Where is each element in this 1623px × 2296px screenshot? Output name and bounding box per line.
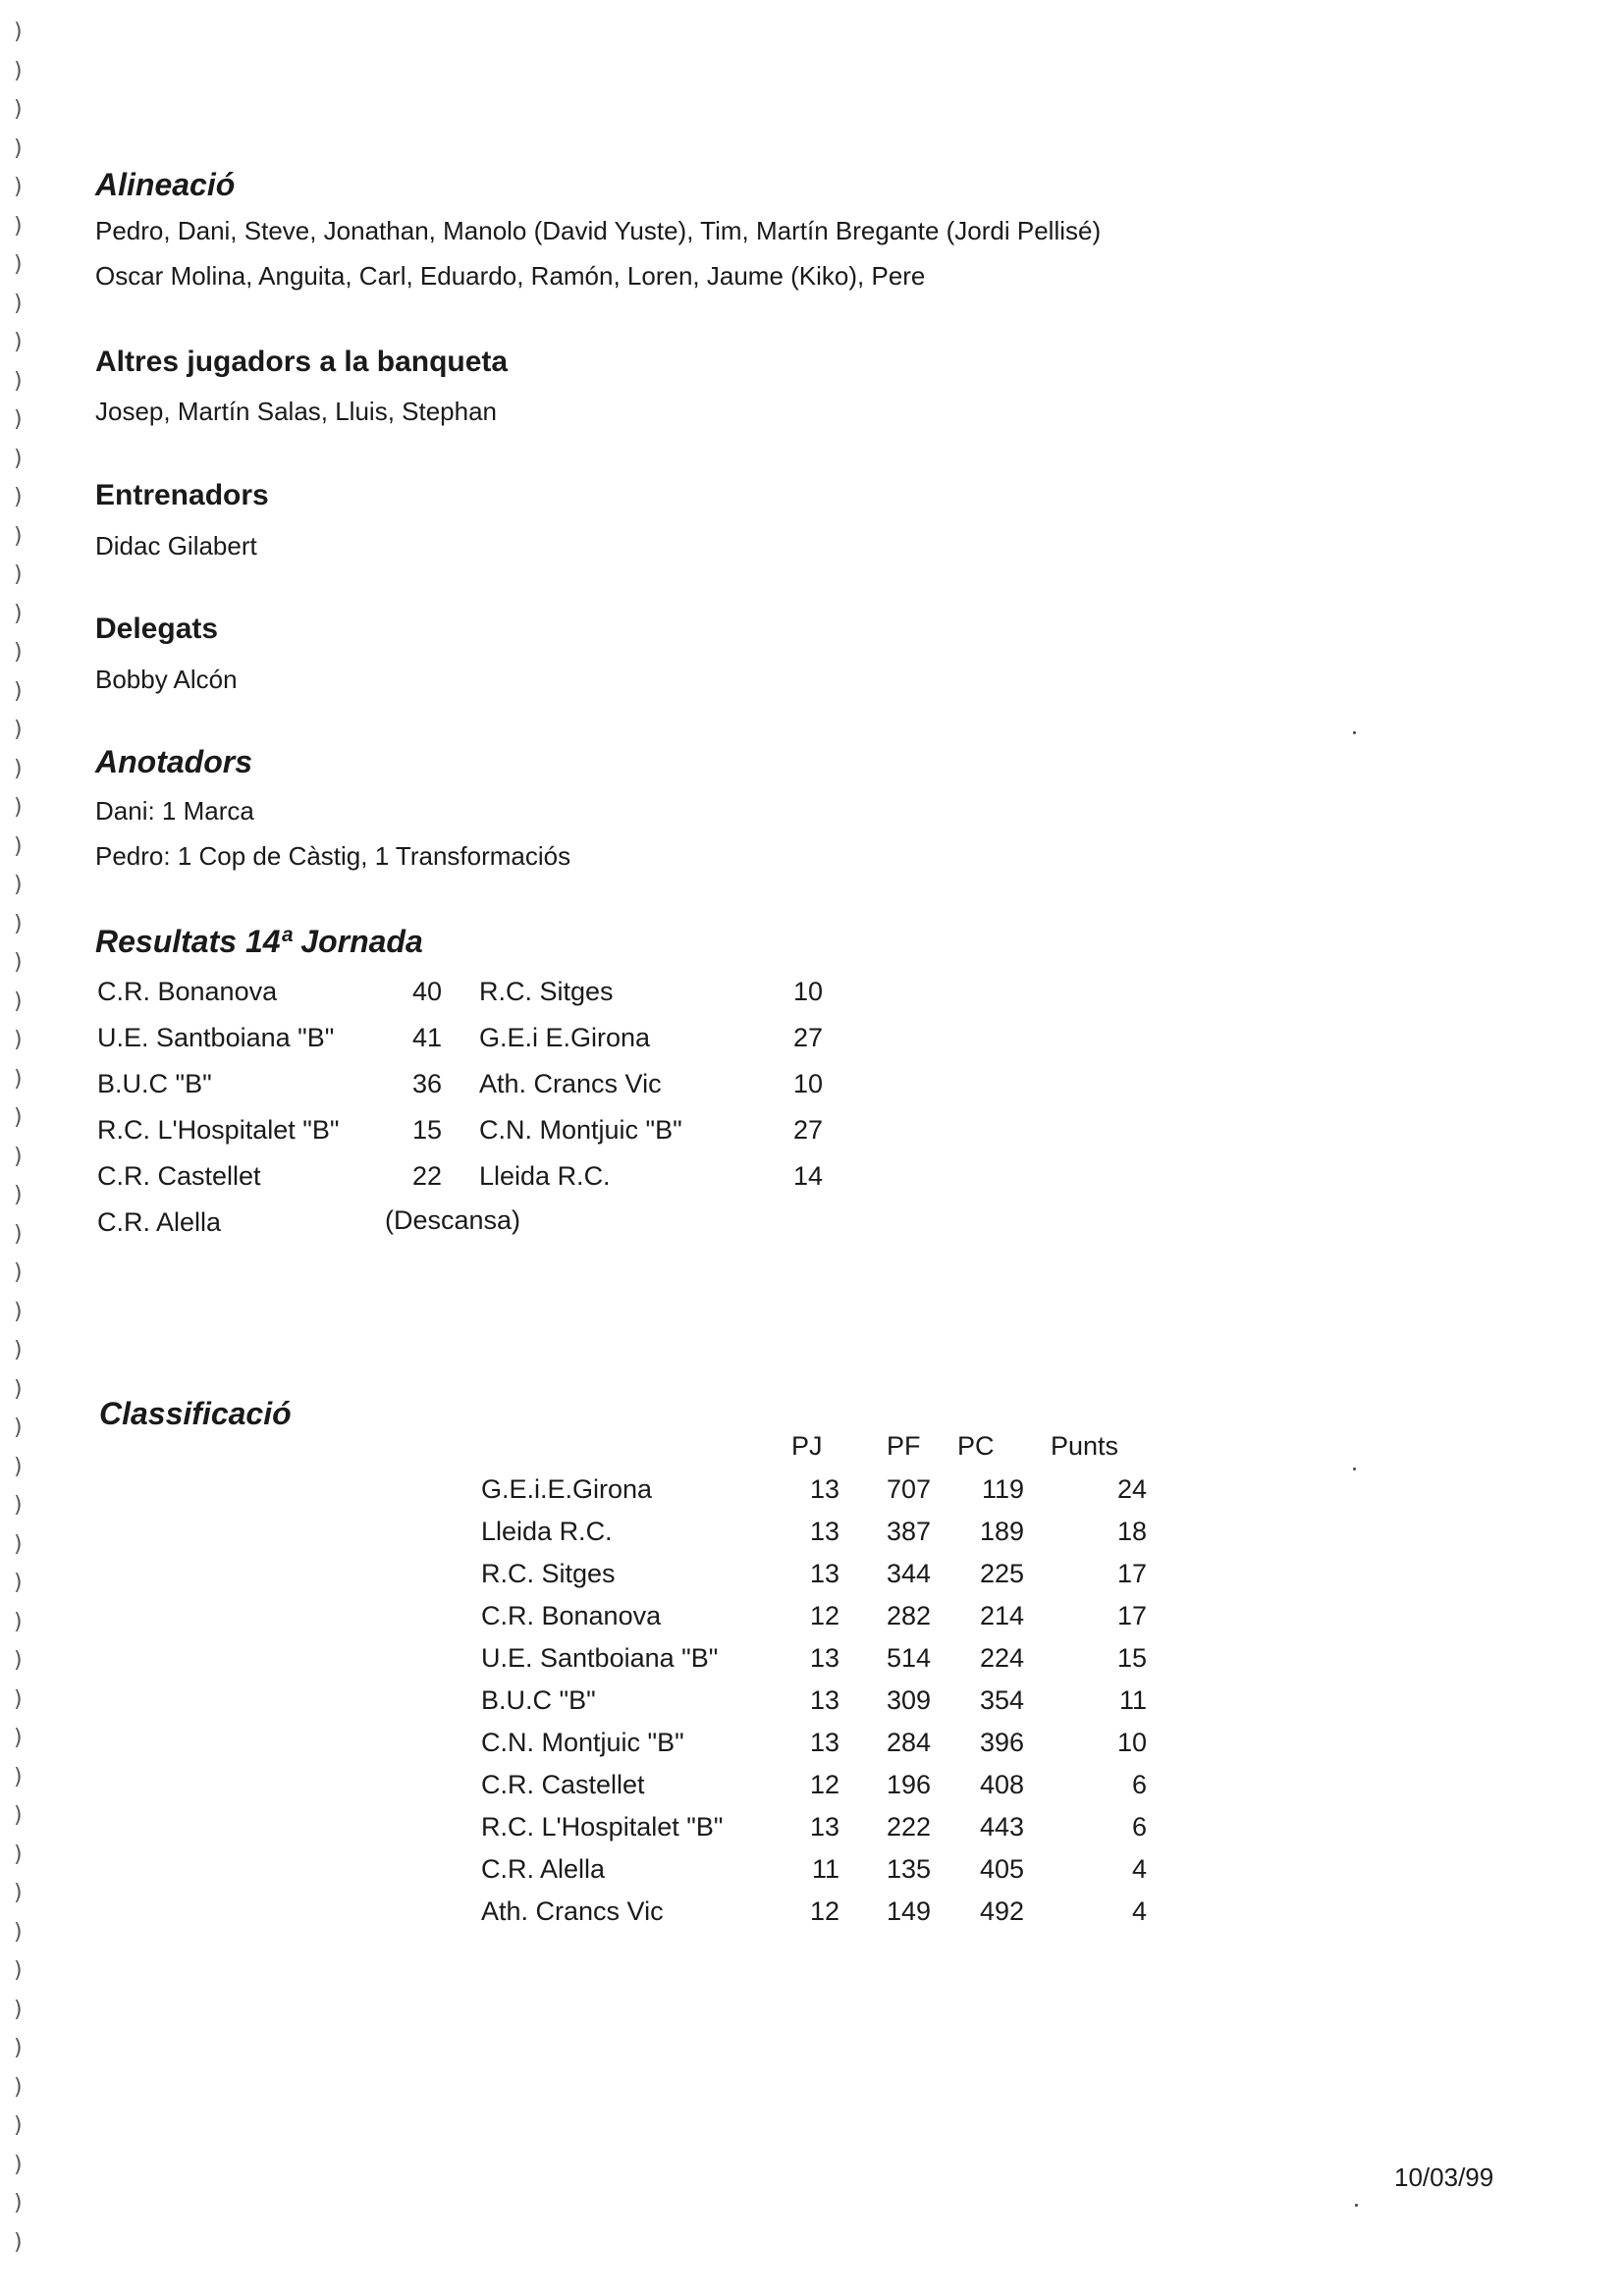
binding-hole-icon: )	[14, 2036, 23, 2060]
binding-hole-icon: )	[14, 20, 23, 44]
binding-hole-icon: )	[14, 911, 23, 936]
scorers-line-2: Pedro: 1 Cop de Càstig, 1 Transformaciós	[95, 841, 571, 871]
standings-pj: 12	[809, 1896, 839, 1926]
result-home: C.R. Castellet	[97, 1161, 261, 1191]
binding-hole-icon: )	[14, 1997, 23, 2022]
result-away: R.C. Sitges	[479, 977, 614, 1006]
scan-dot	[1353, 1468, 1356, 1470]
result-home-score: 22	[411, 1161, 442, 1191]
standings-team: R.C. Sitges	[481, 1559, 616, 1588]
standings-pj: 13	[809, 1643, 839, 1673]
result-away: G.E.i E.Girona	[479, 1023, 651, 1052]
standings-pts: 6	[1131, 1812, 1147, 1842]
binding-hole-icon: )	[14, 1066, 23, 1092]
col-header-punts: Punts	[1051, 1431, 1119, 1461]
scorers-line-1: Dani: 1 Marca	[95, 796, 254, 826]
binding-hole-icon: )	[14, 2229, 23, 2255]
binding-hole-icon: )	[14, 718, 23, 742]
lineup-line-2: Oscar Molina, Anguita, Carl, Eduardo, Ramón, Loren, Jaume (Kiko), Pere	[95, 261, 926, 291]
delegates-title: Delegats	[95, 613, 219, 645]
binding-hole-icon: )	[14, 1260, 23, 1285]
standings-pts: 18	[1116, 1517, 1147, 1546]
standings-team: Lleida R.C.	[481, 1517, 613, 1546]
binding-hole-icon: )	[14, 1531, 23, 1557]
delegates-line: Bobby Alcón	[95, 665, 238, 694]
binding-hole-icon: )	[14, 1493, 23, 1518]
scan-dot	[1353, 731, 1356, 734]
standings-team: U.E. Santboiana "B"	[481, 1643, 719, 1673]
standings-pf: 135	[886, 1854, 931, 1884]
result-away-score: 10	[792, 1069, 823, 1098]
binding-holes	[6, 20, 35, 2277]
binding-hole-icon: )	[14, 1958, 23, 1983]
binding-hole-icon: )	[14, 252, 23, 277]
binding-hole-icon: )	[14, 1919, 23, 1945]
standings-pts: 4	[1131, 1896, 1147, 1926]
binding-hole-icon: )	[14, 1764, 23, 1789]
binding-hole-icon: )	[14, 756, 23, 781]
standings-pts: 10	[1116, 1728, 1147, 1757]
standings-pc: 224	[979, 1643, 1024, 1673]
binding-hole-icon: )	[14, 368, 23, 394]
results-title: Resultats 14ª Jornada	[95, 924, 423, 959]
result-home-score: 15	[411, 1115, 442, 1145]
col-header-pc: PC	[957, 1431, 995, 1461]
binding-hole-icon: )	[14, 2152, 23, 2177]
standings-pts: 4	[1131, 1854, 1147, 1884]
result-away-score: 10	[792, 977, 823, 1006]
standings-pts: 15	[1116, 1643, 1147, 1673]
result-away: C.N. Montjuic "B"	[479, 1115, 682, 1145]
binding-hole-icon: )	[14, 950, 23, 975]
standings-team: C.R. Bonanova	[481, 1601, 662, 1630]
result-rest-team: C.R. Alella	[97, 1207, 222, 1237]
result-home: R.C. L'Hospitalet "B"	[97, 1115, 340, 1145]
binding-hole-icon: )	[14, 988, 23, 1014]
standings-pts: 11	[1118, 1685, 1147, 1715]
binding-hole-icon: )	[14, 1686, 23, 1712]
coaches-line: Didac Gilabert	[95, 531, 257, 561]
standings-pj: 13	[809, 1474, 839, 1504]
binding-hole-icon: )	[14, 1454, 23, 1479]
lineup-line-1: Pedro, Dani, Steve, Jonathan, Manolo (David Yuste), Tim, Martín Bregante (Jordi Pellisé)	[95, 216, 1102, 245]
binding-hole-icon: )	[14, 1221, 23, 1247]
scorers-title: Anotadors	[95, 744, 252, 779]
standings-pc: 492	[979, 1896, 1024, 1926]
binding-hole-icon: )	[14, 1571, 23, 1595]
binding-hole-icon: )	[14, 213, 23, 239]
result-rest-note: (Descansa)	[385, 1205, 521, 1235]
result-home-score: 36	[411, 1069, 442, 1098]
binding-hole-icon: )	[14, 1299, 23, 1324]
result-away: Ath. Crancs Vic	[479, 1069, 662, 1098]
binding-hole-icon: )	[14, 135, 23, 161]
standings-pc: 443	[979, 1812, 1024, 1842]
standings-pj: 12	[809, 1601, 839, 1630]
binding-hole-icon: )	[14, 1803, 23, 1828]
standings-title: Classificació	[99, 1396, 292, 1431]
standings-pts: 6	[1131, 1770, 1147, 1799]
binding-hole-icon: )	[14, 1726, 23, 1750]
binding-hole-icon: )	[14, 873, 23, 897]
standings-team: G.E.i.E.Girona	[481, 1474, 653, 1504]
binding-hole-icon: )	[14, 1105, 23, 1130]
standings-pc: 225	[979, 1559, 1024, 1588]
standings-team: C.N. Montjuic "B"	[481, 1728, 684, 1757]
binding-hole-icon: )	[14, 833, 23, 859]
standings-pc: 396	[979, 1728, 1024, 1757]
binding-hole-icon: )	[14, 446, 23, 471]
result-away-score: 27	[792, 1115, 823, 1145]
binding-hole-icon: )	[14, 2191, 23, 2216]
binding-hole-icon: )	[14, 1842, 23, 1867]
binding-hole-icon: )	[14, 485, 23, 509]
standings-team: R.C. L'Hospitalet "B"	[481, 1812, 724, 1842]
standings-pj: 13	[809, 1685, 839, 1715]
standings-pc: 354	[979, 1685, 1024, 1715]
binding-hole-icon: )	[14, 1144, 23, 1169]
standings-pc: 214	[979, 1601, 1024, 1630]
binding-hole-icon: )	[14, 1028, 23, 1052]
binding-hole-icon: )	[14, 1376, 23, 1402]
standings-pc: 119	[981, 1474, 1024, 1504]
result-home-score: 40	[411, 977, 442, 1006]
binding-hole-icon: )	[14, 640, 23, 665]
binding-hole-icon: )	[14, 795, 23, 820]
binding-hole-icon: )	[14, 678, 23, 704]
standings-pf: 387	[886, 1517, 931, 1546]
standings-pf: 284	[886, 1728, 931, 1757]
standings-pts: 17	[1116, 1559, 1147, 1588]
binding-hole-icon: )	[14, 330, 23, 354]
binding-hole-icon: )	[14, 601, 23, 626]
standings-pc: 189	[979, 1517, 1024, 1546]
standings-pf: 196	[886, 1770, 931, 1799]
standings-pf: 707	[886, 1474, 931, 1504]
document-date: 10/03/99	[1394, 2163, 1494, 2192]
result-home: U.E. Santboiana "B"	[97, 1023, 335, 1052]
standings-pf: 309	[886, 1685, 931, 1715]
standings-team: Ath. Crancs Vic	[481, 1896, 664, 1926]
standings-pj: 11	[811, 1854, 839, 1884]
binding-hole-icon: )	[14, 2113, 23, 2138]
binding-hole-icon: )	[14, 2074, 23, 2100]
standings-pf: 514	[886, 1643, 931, 1673]
bench-title: Altres jugadors a la banqueta	[95, 346, 509, 378]
coaches-title: Entrenadors	[95, 479, 269, 511]
standings-pj: 13	[809, 1812, 839, 1842]
standings-pc: 408	[979, 1770, 1024, 1799]
result-away-score: 14	[792, 1161, 823, 1191]
lineup-title: Alineació	[95, 167, 236, 202]
standings-pj: 12	[809, 1770, 839, 1799]
binding-hole-icon: )	[14, 1415, 23, 1440]
binding-hole-icon: )	[14, 97, 23, 122]
result-home: B.U.C "B"	[97, 1069, 212, 1098]
binding-hole-icon: )	[14, 407, 23, 432]
binding-hole-icon: )	[14, 175, 23, 199]
binding-hole-icon: )	[14, 1338, 23, 1362]
standings-team: C.R. Alella	[481, 1854, 606, 1884]
binding-hole-icon: )	[14, 1881, 23, 1905]
standings-pf: 222	[886, 1812, 931, 1842]
standings-pc: 405	[979, 1854, 1024, 1884]
binding-hole-icon: )	[14, 291, 23, 316]
standings-pj: 13	[809, 1559, 839, 1588]
binding-hole-icon: )	[14, 1609, 23, 1634]
binding-hole-icon: )	[14, 1648, 23, 1673]
binding-hole-icon: )	[14, 523, 23, 549]
standings-pj: 13	[809, 1728, 839, 1757]
scan-dot	[1355, 2204, 1358, 2207]
standings-pf: 344	[886, 1559, 931, 1588]
binding-hole-icon: )	[14, 1183, 23, 1207]
col-header-pj: PJ	[791, 1431, 823, 1461]
standings-pf: 149	[886, 1896, 931, 1926]
standings-pj: 13	[809, 1517, 839, 1546]
col-header-pf: PF	[887, 1431, 921, 1461]
result-away: Lleida R.C.	[479, 1161, 611, 1191]
binding-hole-icon: )	[14, 562, 23, 587]
standings-pts: 17	[1116, 1601, 1147, 1630]
standings-team: C.R. Castellet	[481, 1770, 645, 1799]
standings-pts: 24	[1116, 1474, 1147, 1504]
binding-hole-icon: )	[14, 58, 23, 83]
standings-team: B.U.C "B"	[481, 1685, 596, 1715]
bench-line: Josep, Martín Salas, Lluis, Stephan	[95, 397, 498, 426]
result-home: C.R. Bonanova	[97, 977, 278, 1006]
result-away-score: 27	[792, 1023, 823, 1052]
result-home-score: 41	[411, 1023, 442, 1052]
standings-pf: 282	[886, 1601, 931, 1630]
